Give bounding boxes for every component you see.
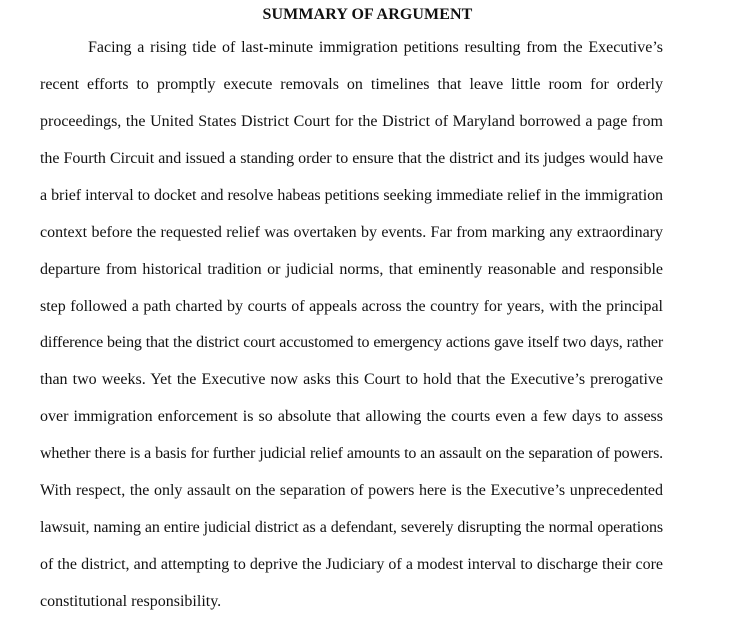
paragraph-line: than two weeks. Yet the Executive now asks this Court to hold that the Executive’s prerogative [40,371,663,388]
paragraph-line: Facing a rising tide of last-minute immigration petitions resulting from the Executive’s [88,39,663,56]
paragraph-line: difference being that the district court accustomed to emergency actions gave itself two days, rather [40,334,663,351]
paragraph-line: With respect, the only assault on the separation of powers here is the Executive’s unprecedented [40,482,663,499]
paragraph-line: step followed a path charted by courts of appeals across the country for years, with the principal [40,298,663,315]
paragraph-line: a brief interval to docket and resolve habeas petitions seeking immediate relief in the immigration [40,187,663,204]
paragraph-line: recent efforts to promptly execute removals on timelines that leave little room for orderly [40,76,663,93]
section-heading: SUMMARY OF ARGUMENT [262,6,473,23]
paragraph-line: departure from historical tradition or judicial norms, that eminently reasonable and responsible [40,261,663,278]
paragraph-line: constitutional responsibility. [40,593,222,610]
paragraph-line: proceedings, the United States District Court for the District of Maryland borrowed a page from [40,113,663,130]
paragraph-line: over immigration enforcement is so absolute that allowing the courts even a few days to assess [40,408,663,425]
paragraph-line: the Fourth Circuit and issued a standing order to ensure that the district and its judges would have [40,150,663,167]
paragraph-line: whether there is a basis for further judicial relief amounts to an assault on the separation of powers. [40,445,663,462]
paragraph-line: of the district, and attempting to deprive the Judiciary of a modest interval to discharge their core [40,556,663,573]
paragraph-line: lawsuit, naming an entire judicial district as a defendant, severely disrupting the normal operations [40,519,663,536]
paragraph-line: context before the requested relief was overtaken by events. Far from marking any extraordinary [40,224,663,241]
